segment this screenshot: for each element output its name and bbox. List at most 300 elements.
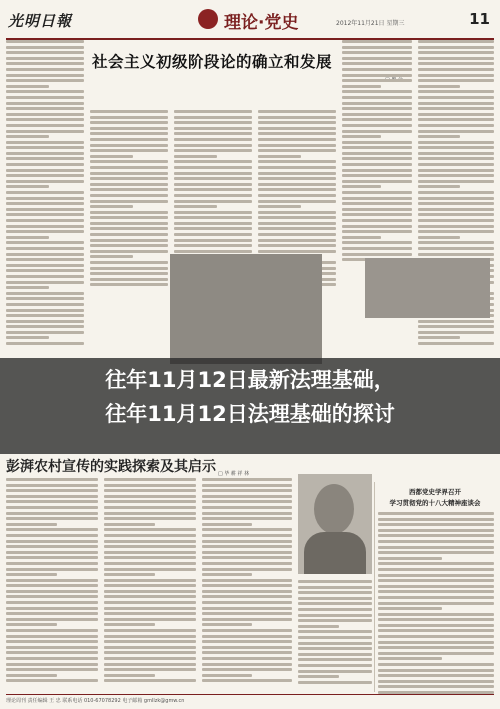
text-line: [90, 127, 168, 130]
text-line: [378, 534, 494, 537]
text-line: [298, 675, 339, 678]
text-line: [342, 118, 412, 121]
text-line: [6, 679, 98, 682]
text-line: [6, 629, 98, 632]
text-line: [174, 155, 217, 158]
text-line: [6, 528, 98, 531]
text-line: [418, 62, 494, 65]
text-line: [418, 191, 494, 194]
text-line: [378, 568, 494, 571]
text-line: [202, 601, 292, 604]
text-line: [378, 557, 442, 560]
text-line: [6, 74, 84, 77]
text-line: [378, 585, 494, 588]
text-line: [6, 197, 84, 200]
text-line: [6, 517, 98, 520]
text-line: [6, 534, 98, 537]
text-line: [342, 241, 412, 244]
text-line: [104, 646, 196, 649]
second-article-headline: 彭湃农村宣传的实践探索及其启示: [6, 459, 216, 475]
emblem-icon: [198, 9, 218, 29]
text-line: [104, 512, 196, 515]
text-line: [258, 127, 336, 130]
text-line: [6, 113, 84, 116]
text-line: [418, 79, 494, 82]
text-line: [342, 135, 381, 138]
page-footer: 理论周刊 责任编辑 王 忠 联系电话 010-67078292 电子邮箱 gmllzk@gmw.cn: [6, 694, 494, 704]
text-line: [342, 51, 412, 54]
text-line: [174, 127, 252, 130]
text-line: [342, 102, 412, 105]
text-line: [104, 500, 196, 503]
text-line: [378, 652, 494, 655]
text-line: [6, 297, 84, 300]
text-line: [104, 635, 196, 638]
text-line: [378, 646, 494, 649]
text-line: [6, 545, 98, 548]
text-line: [6, 85, 49, 88]
text-line: [342, 230, 412, 233]
text-line: [342, 208, 412, 211]
text-line: [258, 144, 336, 147]
text-line: [342, 130, 412, 133]
text-line: [202, 484, 292, 487]
text-line: [258, 177, 336, 180]
text-line: [6, 489, 98, 492]
text-line: [258, 222, 336, 225]
text-line: [174, 233, 252, 236]
text-line: [6, 269, 84, 272]
text-line: [90, 261, 168, 264]
text-line: [202, 489, 292, 492]
text-line: [202, 612, 292, 615]
text-line: [258, 233, 336, 236]
text-line: [6, 623, 57, 626]
text-line: [6, 130, 84, 133]
text-line: [174, 250, 252, 253]
text-line: [6, 163, 84, 166]
text-line: [418, 241, 494, 244]
text-line: [342, 62, 412, 65]
text-line: [6, 484, 98, 487]
text-line: [202, 618, 292, 621]
text-line: [6, 236, 49, 239]
text-line: [202, 651, 292, 654]
text-line: [6, 96, 84, 99]
text-line: [6, 169, 84, 172]
text-line: [342, 225, 412, 228]
text-line: [378, 607, 442, 610]
text-line: [418, 90, 494, 93]
text-line: [104, 590, 196, 593]
text-line: [298, 619, 372, 622]
text-line: [202, 607, 292, 610]
text-line: [174, 183, 252, 186]
text-line: [6, 612, 98, 615]
text-line: [174, 244, 252, 247]
text-line: [6, 40, 84, 43]
newspaper-logo: 光明日報: [8, 12, 73, 30]
text-line: [378, 624, 494, 627]
text-line: [298, 586, 372, 589]
text-line: [90, 283, 168, 286]
text-line: [6, 579, 98, 582]
text-line: [174, 144, 252, 147]
text-line: [202, 595, 292, 598]
text-line: [378, 680, 494, 683]
text-line: [418, 40, 494, 43]
text-line: [174, 200, 252, 203]
text-line: [6, 325, 84, 328]
text-line: [6, 118, 84, 121]
text-line: [104, 556, 196, 559]
text-lines: [378, 512, 494, 697]
text-line: [6, 303, 84, 306]
text-line: [418, 68, 494, 71]
text-line: [298, 642, 372, 645]
text-line: [90, 138, 168, 141]
text-line: [6, 102, 84, 105]
sidebar-box-title-line-1: 西都党史学界召开: [409, 488, 461, 496]
text-line: [202, 534, 292, 537]
text-line: [6, 607, 98, 610]
text-line: [104, 584, 196, 587]
section-title: 理论·党史: [224, 13, 299, 33]
text-line: [6, 584, 98, 587]
text-line: [6, 247, 84, 250]
text-line: [378, 523, 494, 526]
text-line: [342, 163, 412, 166]
text-line: [90, 144, 168, 147]
text-line: [6, 191, 84, 194]
text-line: [202, 623, 252, 626]
text-line: [298, 636, 372, 639]
text-lines: [202, 478, 292, 685]
text-line: [342, 247, 412, 250]
text-line: [6, 663, 98, 666]
text-line: [90, 250, 168, 253]
text-line: [202, 573, 252, 576]
text-line: [6, 646, 98, 649]
text-line: [378, 635, 494, 638]
page-number: 11: [469, 10, 490, 28]
text-line: [418, 197, 494, 200]
text-line: [418, 253, 494, 256]
text-line: [104, 506, 196, 509]
text-line: [378, 602, 494, 605]
text-line: [104, 612, 196, 615]
portrait-body: [304, 532, 366, 574]
text-line: [104, 607, 196, 610]
text-line: [418, 174, 494, 177]
text-line: [342, 236, 381, 239]
text-line: [378, 618, 494, 621]
text-line: [258, 149, 336, 152]
text-line: [90, 183, 168, 186]
text-line: [104, 663, 196, 666]
text-line: [258, 227, 336, 230]
text-line: [418, 146, 494, 149]
text-line: [418, 342, 494, 345]
historical-photo: [365, 258, 490, 318]
text-line: [342, 185, 381, 188]
text-line: [202, 657, 292, 660]
text-line: [90, 155, 133, 158]
text-line: [6, 523, 57, 526]
text-line: [202, 635, 292, 638]
text-line: [342, 113, 412, 116]
text-line: [418, 202, 494, 205]
text-line: [342, 107, 412, 110]
sidebar-box-title-line-2: 学习贯彻党的十八大精神座谈会: [389, 499, 481, 507]
text-line: [202, 584, 292, 587]
text-line: [418, 208, 494, 211]
text-line: [6, 309, 84, 312]
text-line: [378, 674, 494, 677]
text-line: [104, 618, 196, 621]
text-line: [6, 57, 84, 60]
text-line: [90, 211, 168, 214]
text-line: [90, 177, 168, 180]
text-line: [90, 132, 168, 135]
text-line: [258, 244, 336, 247]
text-line: [202, 528, 292, 531]
text-line: [418, 141, 494, 144]
text-line: [342, 96, 412, 99]
text-line: [6, 635, 98, 638]
text-line: [418, 107, 494, 110]
text-line: [202, 562, 292, 565]
text-line: [418, 102, 494, 105]
text-line: [6, 590, 98, 593]
text-line: [6, 107, 84, 110]
text-line: [202, 629, 292, 632]
text-line: [174, 110, 252, 113]
text-line: [104, 668, 196, 671]
text-line: [342, 124, 412, 127]
text-line: [258, 188, 336, 191]
overlay-title-line-1: 往年11月12日最新法理基础，: [105, 368, 395, 392]
text-line: [202, 540, 292, 543]
text-line: [418, 152, 494, 155]
text-line: [298, 658, 372, 661]
text-line: [90, 216, 168, 219]
text-line: [6, 157, 84, 160]
text-line: [202, 674, 252, 677]
text-line: [6, 46, 84, 49]
section-header: [198, 6, 328, 32]
text-line: [6, 562, 98, 565]
text-line: [6, 506, 98, 509]
text-line: [418, 46, 494, 49]
text-line: [342, 68, 412, 71]
text-line: [6, 264, 84, 267]
text-line: [6, 320, 84, 323]
text-line: [6, 618, 98, 621]
text-line: [202, 551, 292, 554]
text-line: [202, 668, 292, 671]
text-line: [6, 314, 84, 317]
text-line: [202, 579, 292, 582]
text-lines: [298, 580, 372, 686]
text-line: [104, 573, 155, 576]
text-line: [90, 267, 168, 270]
text-line: [298, 681, 372, 684]
text-line: [104, 657, 196, 660]
portrait-head: [314, 484, 354, 534]
text-line: [378, 518, 494, 521]
text-line: [378, 546, 494, 549]
text-line: [258, 216, 336, 219]
text-line: [418, 118, 494, 121]
text-line: [104, 478, 196, 481]
text-line: [90, 233, 168, 236]
text-line: [104, 528, 196, 531]
text-line: [342, 152, 412, 155]
text-line: [174, 205, 217, 208]
text-line: [298, 670, 372, 673]
text-line: [104, 579, 196, 582]
text-line: [378, 574, 494, 577]
text-line: [378, 657, 442, 660]
text-line: [258, 194, 336, 197]
text-line: [342, 141, 412, 144]
text-line: [174, 132, 252, 135]
text-line: [342, 180, 412, 183]
text-line: [298, 630, 372, 633]
text-line: [104, 679, 196, 682]
text-line: [378, 562, 494, 565]
text-line: [298, 625, 339, 628]
text-line: [202, 590, 292, 593]
text-lines: [90, 110, 168, 289]
text-line: [90, 160, 168, 163]
text-line: [6, 174, 84, 177]
text-line: [6, 500, 98, 503]
text-line: [6, 540, 98, 543]
text-line: [342, 202, 412, 205]
text-line: [418, 124, 494, 127]
portrait-photo: [298, 474, 372, 574]
text-line: [342, 146, 412, 149]
text-line: [6, 601, 98, 604]
text-line: [378, 590, 494, 593]
text-line: [104, 534, 196, 537]
text-line: [6, 202, 84, 205]
text-line: [418, 320, 494, 323]
text-line: [6, 292, 84, 295]
text-line: [298, 580, 372, 583]
text-line: [104, 540, 196, 543]
text-line: [6, 331, 84, 334]
text-line: [6, 124, 84, 127]
main-article-headline: 社会主义初级阶段论的确立和发展: [92, 52, 333, 71]
text-line: [90, 110, 168, 113]
text-line: [6, 51, 84, 54]
text-line: [258, 250, 336, 253]
text-line: [378, 596, 494, 599]
text-line: [378, 641, 494, 644]
text-line: [342, 253, 412, 256]
text-line: [298, 591, 372, 594]
text-line: [202, 679, 292, 682]
text-line: [202, 495, 292, 498]
masthead: [6, 4, 494, 40]
text-line: [90, 194, 168, 197]
text-line: [174, 194, 252, 197]
text-line: [6, 640, 98, 643]
text-line: [202, 545, 292, 548]
text-line: [258, 160, 336, 163]
text-line: [298, 664, 372, 667]
text-line: [378, 629, 494, 632]
text-line: [6, 275, 84, 278]
text-line: [258, 116, 336, 119]
text-line: [104, 517, 196, 520]
text-line: [6, 657, 98, 660]
text-lines: [342, 40, 412, 264]
text-line: [202, 523, 252, 526]
text-line: [90, 278, 168, 281]
text-line: [418, 236, 460, 239]
text-line: [174, 177, 252, 180]
text-line: [342, 191, 412, 194]
text-line: [202, 640, 292, 643]
text-line: [90, 222, 168, 225]
text-line: [298, 602, 372, 605]
text-line: [418, 113, 494, 116]
text-line: [342, 79, 412, 82]
text-line: [104, 545, 196, 548]
text-line: [342, 197, 412, 200]
text-line: [6, 213, 84, 216]
text-line: [202, 568, 292, 571]
text-line: [378, 551, 494, 554]
text-line: [258, 138, 336, 141]
text-line: [90, 272, 168, 275]
text-line: [174, 227, 252, 230]
text-line: [6, 495, 98, 498]
text-line: [202, 556, 292, 559]
text-line: [104, 551, 196, 554]
text-line: [6, 152, 84, 155]
text-line: [418, 74, 494, 77]
text-line: [342, 174, 412, 177]
text-line: [6, 230, 84, 233]
text-line: [378, 512, 494, 515]
text-line: [6, 478, 98, 481]
text-line: [6, 141, 84, 144]
text-line: [104, 489, 196, 492]
text-line: [418, 230, 494, 233]
text-line: [174, 211, 252, 214]
text-line: [418, 331, 494, 334]
text-line: [104, 595, 196, 598]
text-line: [174, 216, 252, 219]
text-line: [418, 225, 494, 228]
text-line: [6, 342, 84, 345]
text-line: [6, 90, 84, 93]
text-line: [6, 180, 84, 183]
text-line: [174, 222, 252, 225]
text-line: [298, 597, 372, 600]
text-line: [342, 40, 412, 43]
text-line: [6, 225, 84, 228]
text-line: [342, 57, 412, 60]
text-line: [90, 149, 168, 152]
text-lines: [104, 478, 196, 685]
text-line: [6, 336, 49, 339]
